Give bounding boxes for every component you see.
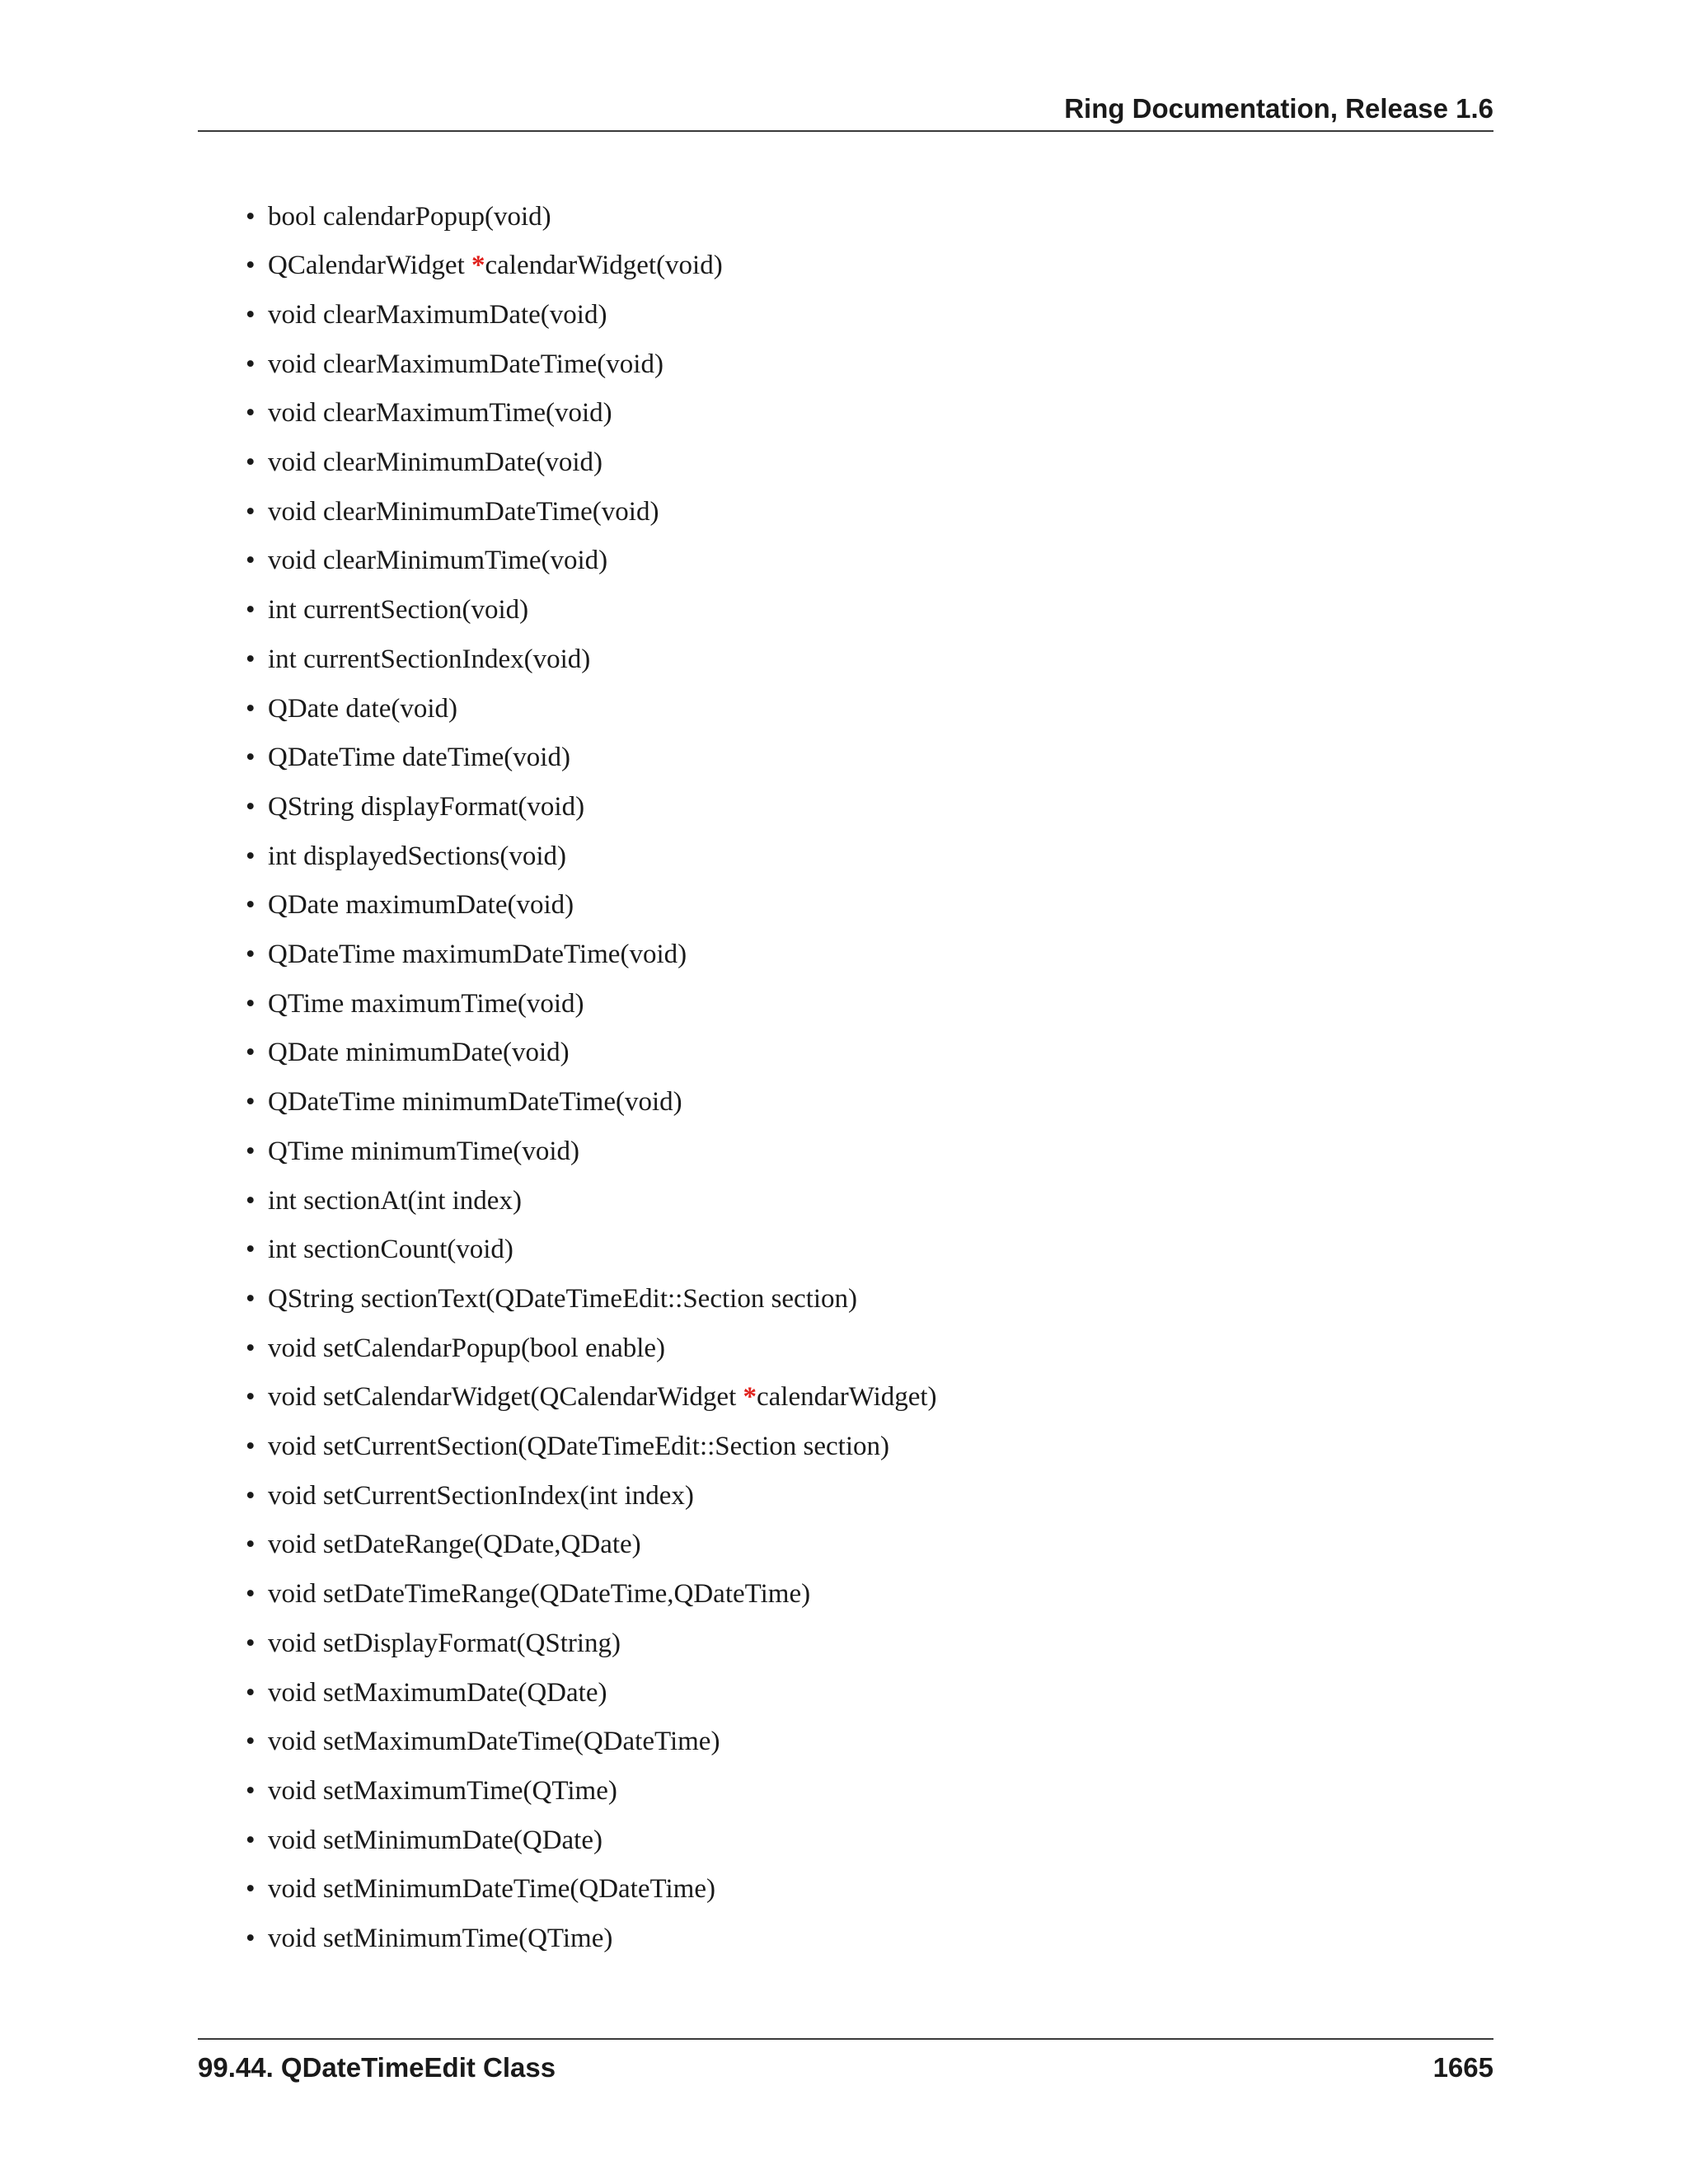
method-signature: void setCurrentSectionIndex(int index) — [268, 1480, 694, 1511]
method-signature: int currentSection(void) — [268, 595, 529, 626]
method-list-item — [246, 438, 603, 488]
method-list-item — [246, 1373, 937, 1422]
bullet-icon: • — [246, 644, 256, 674]
bullet-icon: • — [246, 546, 256, 576]
page-number: 1665 — [1432, 2052, 1493, 2083]
method-list-item — [246, 832, 566, 881]
method-signature: QTime minimumTime(void) — [268, 1136, 580, 1166]
document-title: Ring Documentation, Release 1.6 — [1064, 93, 1493, 124]
method-signature: QDate minimumDate(void) — [268, 1038, 570, 1068]
method-signature: void setMinimumDate(QDate) — [268, 1825, 603, 1855]
method-signature: void clearMinimumDate(void) — [268, 448, 603, 477]
method-signature: void clearMaximumTime(void) — [268, 398, 612, 429]
method-signature: QDateTime dateTime(void) — [268, 743, 570, 773]
method-list-item — [246, 733, 570, 783]
method-signature: void setMinimumTime(QTime) — [268, 1924, 613, 1953]
method-list-item — [246, 192, 551, 241]
method-list-item — [246, 290, 607, 340]
method-list-item — [246, 635, 590, 684]
bullet-icon: • — [246, 1628, 256, 1658]
method-signature: void setMaximumDate(QDate) — [268, 1677, 607, 1708]
method-signature: QDate date(void) — [268, 693, 457, 724]
bullet-icon: • — [246, 496, 256, 527]
bullet-icon: • — [246, 1677, 256, 1708]
method-list-item — [246, 1226, 513, 1275]
pointer-asterisk: * — [743, 1382, 757, 1413]
method-signature: QCalendarWidget *calendarWidget(void) — [268, 251, 723, 281]
bullet-icon: • — [246, 299, 256, 330]
method-list-item — [246, 1078, 682, 1127]
bullet-icon: • — [246, 1333, 256, 1363]
bullet-icon: • — [246, 349, 256, 379]
method-signature: QTime maximumTime(void) — [268, 988, 584, 1019]
method-list-item — [246, 881, 574, 930]
bullet-icon: • — [246, 1283, 256, 1314]
bullet-icon: • — [246, 1382, 256, 1413]
method-list-item — [246, 537, 607, 586]
bullet-icon: • — [246, 1727, 256, 1757]
bullet-icon: • — [246, 1038, 256, 1068]
method-signature: bool calendarPopup(void) — [268, 201, 551, 232]
method-list-item — [246, 340, 663, 389]
bullet-icon: • — [246, 743, 256, 773]
footer-section-title: 99.44. QDateTimeEdit Class — [198, 2052, 556, 2083]
bullet-icon: • — [246, 693, 256, 724]
method-list-item — [246, 1274, 857, 1324]
bullet-icon: • — [246, 988, 256, 1019]
method-list-item — [246, 586, 528, 635]
method-list-item — [246, 1668, 607, 1718]
method-list-item — [246, 1570, 810, 1619]
method-signature: QString sectionText(QDateTimeEdit::Section section) — [268, 1283, 858, 1314]
method-signature: int sectionCount(void) — [268, 1235, 513, 1265]
bullet-icon: • — [246, 940, 256, 969]
bullet-icon: • — [246, 1480, 256, 1511]
method-list-item — [246, 487, 659, 537]
method-signature: int currentSectionIndex(void) — [268, 644, 591, 674]
method-list-item — [246, 241, 723, 291]
page-header — [198, 92, 1493, 132]
bullet-icon: • — [246, 1530, 256, 1560]
method-signature: int displayedSections(void) — [268, 841, 567, 871]
method-signature: int sectionAt(int index) — [268, 1185, 522, 1216]
bullet-icon: • — [246, 1185, 256, 1216]
method-list-item — [246, 1127, 579, 1176]
bullet-icon: • — [246, 1235, 256, 1265]
method-signature: void setMaximumTime(QTime) — [268, 1775, 617, 1806]
pointer-asterisk: * — [471, 251, 485, 281]
method-signature: void setCalendarPopup(bool enable) — [268, 1333, 666, 1363]
method-signature: void setCalendarWidget(QCalendarWidget *calendarWidget) — [268, 1382, 937, 1413]
method-list-item — [246, 1176, 522, 1226]
bullet-icon: • — [246, 1924, 256, 1953]
bullet-icon: • — [246, 595, 256, 626]
method-list-item — [246, 979, 584, 1029]
method-signature: void setMaximumDateTime(QDateTime) — [268, 1727, 720, 1757]
method-signature: void clearMinimumDateTime(void) — [268, 496, 659, 527]
bullet-icon: • — [246, 1775, 256, 1806]
bullet-icon: • — [246, 251, 256, 281]
method-list-item — [246, 1718, 720, 1767]
method-signature: void clearMinimumTime(void) — [268, 546, 608, 576]
method-list-item — [246, 1521, 641, 1570]
bullet-icon: • — [246, 1432, 256, 1461]
bullet-icon: • — [246, 1136, 256, 1166]
page-footer — [198, 2038, 1493, 2089]
method-list-item — [246, 1422, 889, 1472]
method-list-item — [246, 1766, 617, 1816]
method-list-item — [246, 389, 612, 438]
method-list-item — [246, 1029, 570, 1078]
bullet-icon: • — [246, 1874, 256, 1905]
method-signature: void setDisplayFormat(QString) — [268, 1628, 621, 1658]
method-list-item — [246, 782, 584, 832]
bullet-icon: • — [246, 890, 256, 921]
method-list-item — [246, 1619, 621, 1668]
method-signature: QString displayFormat(void) — [268, 791, 585, 822]
method-list-item — [246, 1816, 603, 1865]
bullet-icon: • — [246, 1825, 256, 1855]
bullet-icon: • — [246, 1579, 256, 1610]
bullet-icon: • — [246, 201, 256, 232]
method-signature: void setCurrentSection(QDateTimeEdit::Section section) — [268, 1432, 889, 1461]
method-signature: void clearMaximumDateTime(void) — [268, 349, 663, 379]
method-list-item — [246, 1865, 715, 1915]
bullet-icon: • — [246, 791, 256, 822]
method-signature: void setDateTimeRange(QDateTime,QDateTime) — [268, 1579, 811, 1610]
method-signature: QDateTime minimumDateTime(void) — [268, 1087, 682, 1118]
bullet-icon: • — [246, 1087, 256, 1118]
method-signature: void setMinimumDateTime(QDateTime) — [268, 1874, 715, 1905]
method-signature: void clearMaximumDate(void) — [268, 299, 607, 330]
method-list-item — [246, 930, 687, 980]
bullet-icon: • — [246, 841, 256, 871]
method-list-item — [246, 1324, 665, 1373]
method-list-item — [246, 1471, 694, 1521]
bullet-icon: • — [246, 398, 256, 429]
method-list-item — [246, 684, 457, 733]
bullet-icon: • — [246, 448, 256, 477]
method-list-item — [246, 1915, 612, 1964]
method-signature: QDateTime maximumDateTime(void) — [268, 940, 687, 969]
method-signature: void setDateRange(QDate,QDate) — [268, 1530, 641, 1560]
method-signature: QDate maximumDate(void) — [268, 890, 574, 921]
